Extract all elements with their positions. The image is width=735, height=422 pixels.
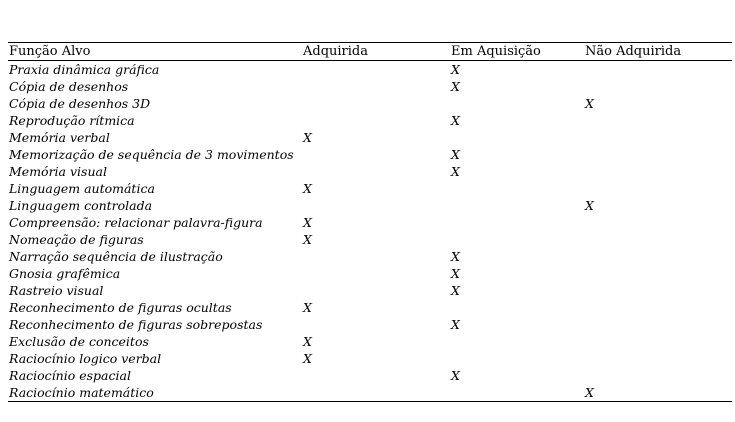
cell-nao-adquirida bbox=[584, 265, 732, 282]
table-row bbox=[8, 350, 732, 367]
table-row bbox=[8, 299, 732, 316]
cell-em-aquisicao: X bbox=[451, 164, 460, 179]
cell-funcao-alvo: Memorização de sequência de 3 movimentos bbox=[9, 147, 294, 162]
table-row bbox=[8, 231, 732, 248]
cell-nao-adquirida bbox=[584, 350, 732, 367]
cell-em-aquisicao: X bbox=[451, 147, 460, 162]
cell-adquirida bbox=[302, 197, 450, 214]
assessment-table-container bbox=[8, 42, 732, 402]
cell-em-aquisicao bbox=[450, 384, 584, 402]
cell-adquirida bbox=[302, 265, 450, 282]
cell-adquirida: X bbox=[303, 232, 312, 247]
header-em-aquisicao: Em Aquisição bbox=[450, 43, 584, 61]
cell-adquirida bbox=[302, 367, 450, 384]
cell-funcao-alvo: Reprodução rítmica bbox=[9, 113, 135, 128]
cell-funcao-alvo: Raciocínio logico verbal bbox=[9, 351, 162, 366]
cell-em-aquisicao: X bbox=[451, 79, 460, 94]
assessment-table bbox=[8, 42, 732, 402]
table-body bbox=[8, 61, 732, 402]
cell-adquirida bbox=[302, 78, 450, 95]
cell-funcao-alvo: Cópia de desenhos bbox=[9, 79, 129, 94]
cell-funcao-alvo: Memória verbal bbox=[9, 130, 110, 145]
cell-funcao-alvo: Exclusão de conceitos bbox=[9, 334, 149, 349]
table-row bbox=[8, 129, 732, 146]
cell-nao-adquirida bbox=[584, 231, 732, 248]
cell-nao-adquirida: X bbox=[584, 384, 732, 402]
cell-funcao-alvo: Linguagem controlada bbox=[9, 198, 153, 213]
cell-nao-adquirida bbox=[584, 129, 732, 146]
table-row bbox=[8, 146, 732, 163]
cell-funcao-alvo: Raciocínio espacial bbox=[9, 368, 131, 383]
cell-adquirida bbox=[302, 282, 450, 299]
cell-adquirida bbox=[302, 61, 450, 79]
cell-nao-adquirida bbox=[584, 180, 732, 197]
cell-adquirida bbox=[302, 384, 450, 402]
cell-nao-adquirida bbox=[584, 146, 732, 163]
table-row bbox=[8, 333, 732, 350]
cell-nao-adquirida bbox=[584, 214, 732, 231]
table-row bbox=[8, 384, 732, 402]
cell-nao-adquirida: X bbox=[585, 96, 594, 111]
cell-funcao-alvo: Memória visual bbox=[9, 164, 107, 179]
cell-adquirida bbox=[302, 112, 450, 129]
table-header-row bbox=[8, 43, 732, 61]
cell-funcao-alvo: Linguagem automática bbox=[9, 181, 155, 196]
cell-nao-adquirida bbox=[584, 163, 732, 180]
cell-em-aquisicao: X bbox=[451, 249, 460, 264]
table-row bbox=[8, 163, 732, 180]
header-nao-adquirida: Não Adquirida bbox=[584, 43, 732, 61]
table-row bbox=[8, 78, 732, 95]
header-adquirida: Adquirida bbox=[302, 43, 450, 61]
cell-em-aquisicao bbox=[450, 197, 584, 214]
table-row bbox=[8, 248, 732, 265]
cell-em-aquisicao bbox=[450, 231, 584, 248]
cell-em-aquisicao: X bbox=[451, 368, 460, 383]
table-row bbox=[8, 180, 732, 197]
cell-em-aquisicao: X bbox=[451, 283, 460, 298]
cell-nao-adquirida bbox=[584, 78, 732, 95]
cell-em-aquisicao bbox=[450, 129, 584, 146]
cell-adquirida bbox=[302, 316, 450, 333]
cell-adquirida: X bbox=[303, 334, 312, 349]
cell-funcao-alvo: Rastreio visual bbox=[9, 283, 104, 298]
table-row bbox=[8, 112, 732, 129]
cell-nao-adquirida bbox=[584, 61, 732, 79]
table-row bbox=[8, 282, 732, 299]
cell-em-aquisicao bbox=[450, 333, 584, 350]
table-row bbox=[8, 95, 732, 112]
header-funcao-alvo: Função Alvo bbox=[8, 43, 302, 61]
cell-em-aquisicao: X bbox=[451, 62, 460, 77]
cell-nao-adquirida bbox=[584, 299, 732, 316]
cell-funcao-alvo: Cópia de desenhos 3D bbox=[9, 96, 151, 111]
cell-em-aquisicao bbox=[450, 214, 584, 231]
cell-funcao-alvo: Reconhecimento de figuras ocultas bbox=[9, 300, 232, 315]
table-row bbox=[8, 214, 732, 231]
cell-em-aquisicao: X bbox=[451, 113, 460, 128]
cell-em-aquisicao: X bbox=[451, 317, 460, 332]
cell-nao-adquirida: X bbox=[585, 198, 594, 213]
cell-adquirida bbox=[302, 248, 450, 265]
cell-adquirida bbox=[302, 163, 450, 180]
cell-em-aquisicao bbox=[450, 95, 584, 112]
cell-nao-adquirida bbox=[584, 333, 732, 350]
cell-adquirida: X bbox=[303, 215, 312, 230]
table-row bbox=[8, 367, 732, 384]
cell-funcao-alvo: Reconhecimento de figuras sobrepostas bbox=[9, 317, 263, 332]
cell-adquirida bbox=[302, 95, 450, 112]
cell-funcao-alvo: Gnosia grafêmica bbox=[9, 266, 121, 281]
cell-em-aquisicao: X bbox=[451, 266, 460, 281]
cell-nao-adquirida bbox=[584, 316, 732, 333]
table-row bbox=[8, 61, 732, 79]
cell-funcao-alvo: Compreensão: relacionar palavra-figura bbox=[9, 215, 263, 230]
cell-adquirida: X bbox=[303, 181, 312, 196]
cell-nao-adquirida bbox=[584, 367, 732, 384]
table-row bbox=[8, 265, 732, 282]
cell-adquirida: X bbox=[303, 130, 312, 145]
cell-adquirida: X bbox=[303, 300, 312, 315]
cell-adquirida: X bbox=[303, 351, 312, 366]
cell-funcao-alvo: Nomeação de figuras bbox=[9, 232, 144, 247]
cell-em-aquisicao bbox=[450, 350, 584, 367]
cell-nao-adquirida bbox=[584, 282, 732, 299]
cell-em-aquisicao bbox=[450, 299, 584, 316]
cell-adquirida bbox=[302, 146, 450, 163]
table-row bbox=[8, 197, 732, 214]
cell-nao-adquirida bbox=[584, 112, 732, 129]
table-row bbox=[8, 316, 732, 333]
cell-funcao-alvo: Raciocínio matemático bbox=[8, 384, 302, 402]
cell-funcao-alvo: Narração sequência de ilustração bbox=[9, 249, 223, 264]
cell-funcao-alvo: Praxia dinâmica gráfica bbox=[9, 62, 160, 77]
cell-em-aquisicao bbox=[450, 180, 584, 197]
cell-nao-adquirida bbox=[584, 248, 732, 265]
